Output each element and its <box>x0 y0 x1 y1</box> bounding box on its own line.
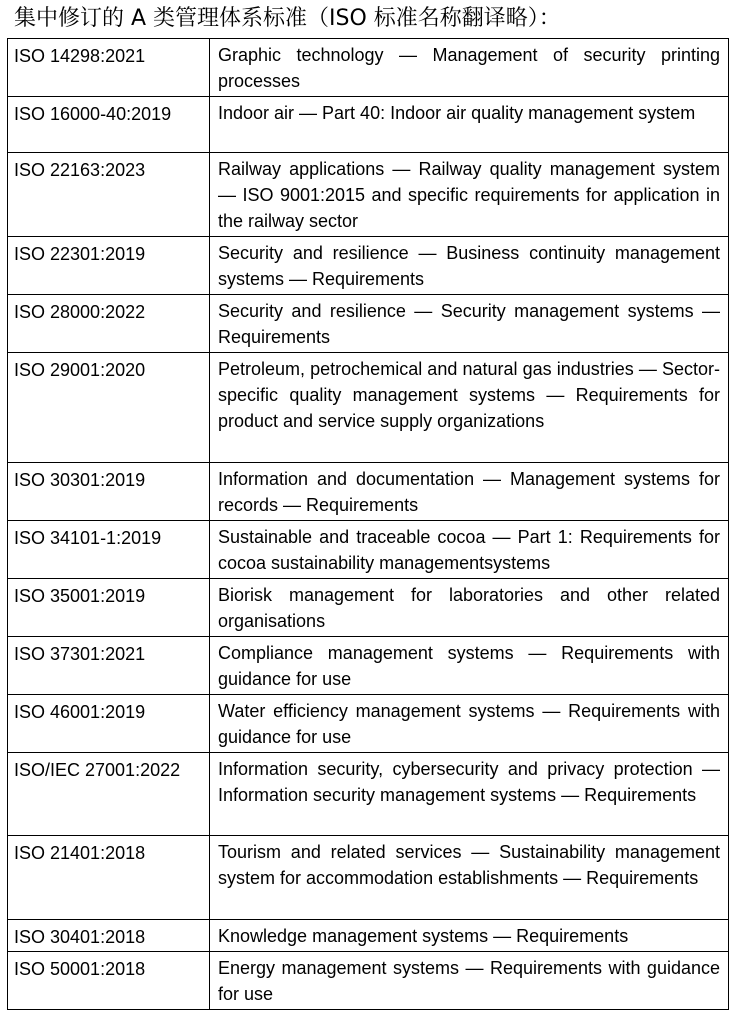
table-row <box>8 39 729 97</box>
standard-title: Tourism and related services — Sustainability management system for accommodation establishments — Requirements <box>210 836 729 920</box>
standard-title: Sustainable and traceable cocoa — Part 1: Requirements for cocoa sustainability managementsystems <box>210 521 729 579</box>
standard-code: ISO 29001:2020 <box>8 353 210 463</box>
standard-code: ISO 28000:2022 <box>8 295 210 353</box>
standard-code: ISO 16000-40:2019 <box>8 97 210 153</box>
table-row <box>8 97 729 153</box>
standard-code: ISO 22163:2023 <box>8 153 210 237</box>
standard-title: Biorisk management for laboratories and other related organisations <box>210 579 729 637</box>
standard-title: Railway applications — Railway quality management system — ISO 9001:2015 and specific requirements for application in the railway sector <box>210 153 729 237</box>
standard-code: ISO 50001:2018 <box>8 952 210 1010</box>
standard-title: Information and documentation — Management systems for records — Requirements <box>210 463 729 521</box>
standard-title: Knowledge management systems — Requirements <box>210 920 729 952</box>
table-row <box>8 521 729 579</box>
table-row <box>8 295 729 353</box>
table-row <box>8 153 729 237</box>
table-row <box>8 695 729 753</box>
standard-code: ISO 21401:2018 <box>8 836 210 920</box>
standard-title: Security and resilience — Security management systems — Requirements <box>210 295 729 353</box>
standard-title: Water efficiency management systems — Requirements with guidance for use <box>210 695 729 753</box>
standard-title: Compliance management systems — Requirements with guidance for use <box>210 637 729 695</box>
standard-title: Information security, cybersecurity and privacy protection — Information security management systems — Requirements <box>210 753 729 836</box>
standard-title: Graphic technology — Management of security printing processes <box>210 39 729 97</box>
standard-code: ISO 35001:2019 <box>8 579 210 637</box>
table-row <box>8 237 729 295</box>
table-row <box>8 579 729 637</box>
table-row <box>8 753 729 836</box>
standard-title: Energy management systems — Requirements with guidance for use <box>210 952 729 1010</box>
standard-title: Indoor air — Part 40: Indoor air quality management system <box>210 97 729 153</box>
standard-code: ISO/IEC 27001:2022 <box>8 753 210 836</box>
standard-code: ISO 22301:2019 <box>8 237 210 295</box>
standard-code: ISO 37301:2021 <box>8 637 210 695</box>
table-row <box>8 952 729 1010</box>
standard-code: ISO 30401:2018 <box>8 920 210 952</box>
page-heading: 集中修订的 A 类管理体系标准（ISO 标准名称翻译略）： <box>14 6 561 31</box>
standards-table <box>7 38 729 1010</box>
standard-title: Security and resilience — Business continuity management systems — Requirements <box>210 237 729 295</box>
standard-code: ISO 14298:2021 <box>8 39 210 97</box>
table-row <box>8 637 729 695</box>
table-row <box>8 463 729 521</box>
table-row <box>8 836 729 920</box>
standard-code: ISO 34101-1:2019 <box>8 521 210 579</box>
standard-code: ISO 46001:2019 <box>8 695 210 753</box>
standard-code: ISO 30301:2019 <box>8 463 210 521</box>
standard-title: Petroleum, petrochemical and natural gas industries — Sector-specific quality management systems — Requirements for product and service supply organizations <box>210 353 729 463</box>
table-row <box>8 920 729 952</box>
table-row <box>8 353 729 463</box>
